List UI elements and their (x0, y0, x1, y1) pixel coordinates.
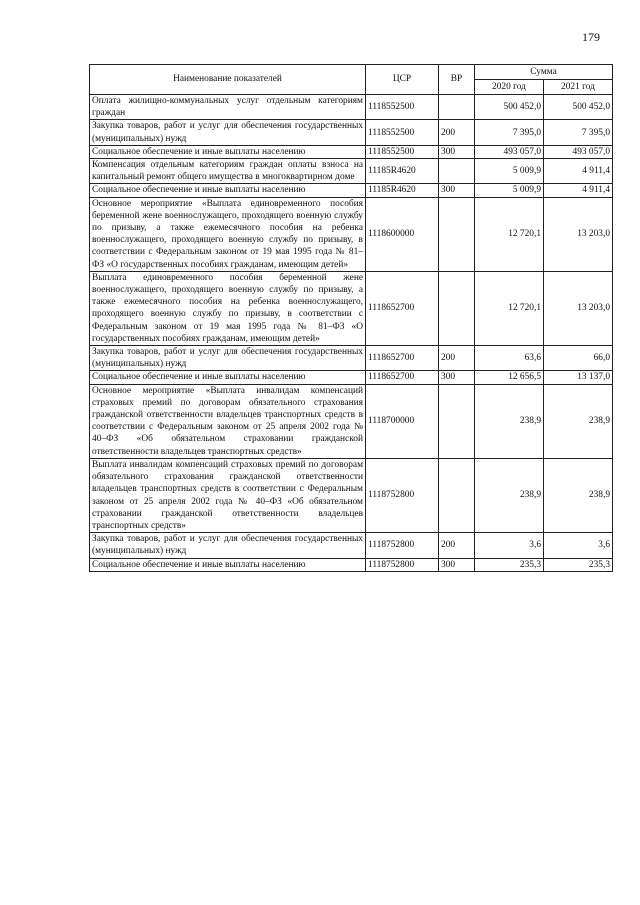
table-body (90, 95, 613, 572)
row-sum-2021: 4 911,4 (544, 184, 613, 197)
row-sum-2020: 7 395,0 (475, 120, 544, 145)
row-vr: 200 (439, 533, 475, 558)
row-name: Закупка товаров, работ и услуг для обеспечения государственных (муниципальных) нужд (90, 120, 366, 145)
row-sum-2020: 493 057,0 (475, 145, 544, 158)
table-row (90, 533, 613, 558)
header-name: Наименование показателей (90, 65, 366, 95)
row-sum-2020: 12 720,1 (475, 197, 544, 271)
table-row (90, 371, 613, 384)
table-row (90, 95, 613, 120)
row-vr (439, 271, 475, 345)
row-vr (439, 384, 475, 458)
row-vr: 300 (439, 371, 475, 384)
header-sum: Сумма (475, 65, 613, 80)
row-csr: 1118652700 (366, 371, 439, 384)
table-row (90, 184, 613, 197)
row-vr (439, 197, 475, 271)
row-sum-2021: 13 137,0 (544, 371, 613, 384)
row-name: Выплата единовременного пособия беременной жене военнослужащего, проходящего военную службу по призыву, а также ежемесячного пособия на ребенка военнослужащего, проходящего военную службу по призыву, в соответствии с Федеральным законом от 19 мая 1995 года № 81–ФЗ «О государственных пособиях гражданам, имеющим детей» (90, 271, 366, 345)
row-csr: 1118552500 (366, 120, 439, 145)
table-row (90, 197, 613, 271)
row-sum-2020: 235,3 (475, 558, 544, 571)
row-csr: 1118552500 (366, 95, 439, 120)
header-vr: ВР (439, 65, 475, 95)
row-csr: 1118652700 (366, 346, 439, 371)
row-sum-2020: 238,9 (475, 458, 544, 532)
row-sum-2021: 493 057,0 (544, 145, 613, 158)
table-row (90, 120, 613, 145)
table-row (90, 159, 613, 184)
row-name: Основное мероприятие «Выплата единовременного пособия беременной жене военнослужащего, проходящего военную службу по призыву, а также ежемесячного пособия на ребенка военнослужащего, проходящего военную службу по призыву, в соответствии с Федеральным законом от 19 мая 1995 года № 81–ФЗ «О государственных пособиях гражданам, имеющим детей» (90, 197, 366, 271)
row-name: Закупка товаров, работ и услуг для обеспечения государственных (муниципальных) нужд (90, 533, 366, 558)
table-row (90, 384, 613, 458)
row-name: Социальное обеспечение и иные выплаты населению (90, 184, 366, 197)
table-row (90, 346, 613, 371)
row-csr: 1118752800 (366, 558, 439, 571)
row-sum-2020: 500 452,0 (475, 95, 544, 120)
row-csr: 11185R4620 (366, 184, 439, 197)
row-sum-2020: 5 009,9 (475, 159, 544, 184)
row-vr (439, 159, 475, 184)
row-sum-2020: 5 009,9 (475, 184, 544, 197)
row-sum-2021: 66,0 (544, 346, 613, 371)
row-sum-2020: 12 720,1 (475, 271, 544, 345)
row-sum-2021: 13 203,0 (544, 271, 613, 345)
row-sum-2021: 235,3 (544, 558, 613, 571)
row-sum-2021: 13 203,0 (544, 197, 613, 271)
table-row (90, 558, 613, 571)
row-vr: 300 (439, 184, 475, 197)
table-header (90, 65, 613, 95)
row-vr: 200 (439, 120, 475, 145)
header-csr: ЦСР (366, 65, 439, 95)
row-sum-2021: 3,6 (544, 533, 613, 558)
row-vr (439, 95, 475, 120)
row-name: Компенсация отдельным категориям граждан оплаты взноса на капитальный ремонт общего имущества в многоквартирном доме (90, 159, 366, 184)
row-csr: 1118752800 (366, 458, 439, 532)
header-year-2021: 2021 год (544, 80, 613, 95)
page-number: 179 (582, 30, 600, 44)
row-sum-2020: 3,6 (475, 533, 544, 558)
row-name: Оплата жилищно-коммунальных услуг отдельным категориям граждан (90, 95, 366, 120)
row-sum-2020: 63,6 (475, 346, 544, 371)
row-sum-2021: 4 911,4 (544, 159, 613, 184)
table-row (90, 271, 613, 345)
row-sum-2021: 500 452,0 (544, 95, 613, 120)
header-year-2020: 2020 год (475, 80, 544, 95)
row-sum-2020: 12 656,5 (475, 371, 544, 384)
row-sum-2021: 238,9 (544, 384, 613, 458)
row-csr: 1118752800 (366, 533, 439, 558)
table-row (90, 458, 613, 532)
budget-table (89, 64, 613, 572)
row-name: Закупка товаров, работ и услуг для обеспечения государственных (муниципальных) нужд (90, 346, 366, 371)
row-sum-2020: 238,9 (475, 384, 544, 458)
row-name: Социальное обеспечение и иные выплаты населению (90, 371, 366, 384)
row-name: Социальное обеспечение и иные выплаты населению (90, 558, 366, 571)
row-csr: 11185R4620 (366, 159, 439, 184)
row-sum-2021: 238,9 (544, 458, 613, 532)
row-csr: 1118552500 (366, 145, 439, 158)
row-csr: 1118700000 (366, 384, 439, 458)
row-name: Социальное обеспечение и иные выплаты населению (90, 145, 366, 158)
row-csr: 1118652700 (366, 271, 439, 345)
row-vr (439, 458, 475, 532)
row-name: Выплата инвалидам компенсаций страховых премий по договорам обязательного страхования гражданской ответственности владельцев транспортных средств в соответствии с Федеральным законом от 25 апреля 2002 года № 40–ФЗ «Об обязательном страховании гражданской ответственности владельцев транспортных средств» (90, 458, 366, 532)
row-vr: 200 (439, 346, 475, 371)
row-vr: 300 (439, 558, 475, 571)
row-vr: 300 (439, 145, 475, 158)
row-sum-2021: 7 395,0 (544, 120, 613, 145)
row-name: Основное мероприятие «Выплата инвалидам компенсаций страховых премий по договорам обязательного страхования гражданской ответственности владельцев транспортных средств в соответствии с Федеральным законом от 25 апреля 2002 года № 40–ФЗ «Об обязательном страховании гражданской ответственности владельцев транспортных средств» (90, 384, 366, 458)
table-row (90, 145, 613, 158)
row-csr: 1118600000 (366, 197, 439, 271)
